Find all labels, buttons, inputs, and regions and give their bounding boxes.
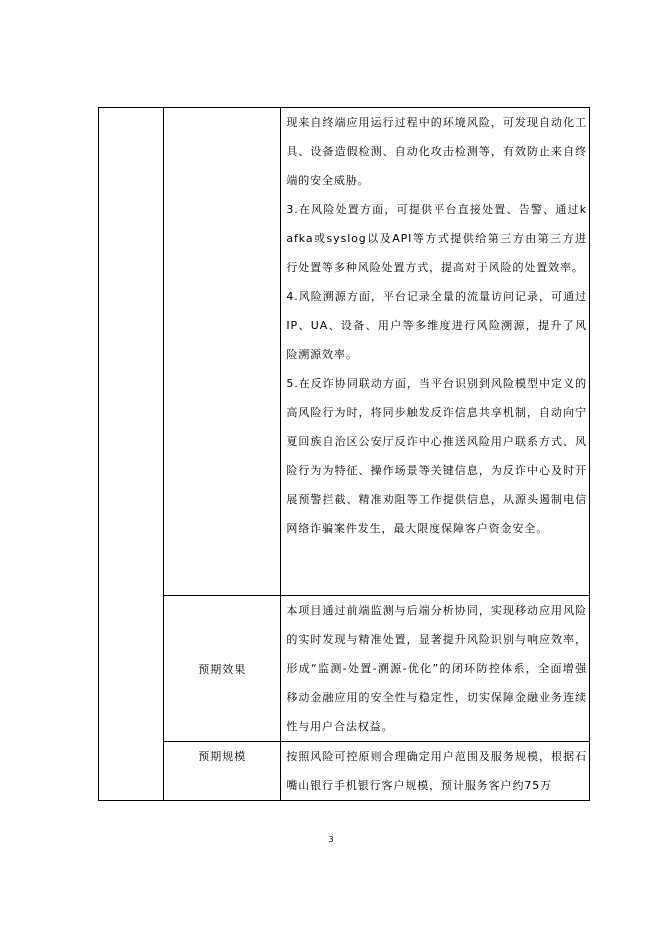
merged-first-column-cell — [99, 108, 164, 801]
content-table — [98, 107, 590, 801]
row2-label-cell — [164, 596, 281, 742]
table-row — [99, 742, 590, 801]
row3-content-cell — [281, 742, 590, 801]
row3-label-cell — [164, 742, 281, 801]
page-number: 3 — [328, 835, 334, 844]
row2-content-cell — [281, 596, 590, 742]
row1-label-cell — [164, 108, 281, 596]
paragraph-risk-tracing: 4.风险溯源方面，平台记录全量的流量访问记录，可通过IP、UA、设备、用户等多维度进行风险溯源，提升了风险溯源效率。 — [286, 290, 587, 361]
table-row — [99, 108, 590, 596]
table-row — [99, 596, 590, 742]
expected-scale-label: 预期规模 — [198, 750, 247, 763]
paragraph-env-risk: 现来自终端应用运行过程中的环境风险，可发现自动化工具、设备造假检测、自动化攻击检测等，有效防止来自终端的安全威胁。 — [286, 116, 587, 187]
paragraph-risk-handling: 3.在风险处置方面，可提供平台直接处置、告警、通过kafka或syslog以及API等方式提供给第三方由第三方进行处置等多种风险处置方式，提高对于风险的处置效率。 — [286, 203, 587, 274]
expected-scale-text: 按照风险可控原则合理确定用户范围及服务规模，根据石嘴山银行手机银行客户规模，预计服务客户约75万 — [286, 750, 587, 792]
expected-effect-label: 预期效果 — [198, 662, 247, 676]
row1-content-cell — [281, 108, 590, 596]
paragraph-anti-fraud: 5.在反诈协同联动方面，当平台识别到风险模型中定义的高风险行为时，将同步触发反诈信息共享机制，自动向宁夏回族自治区公安厅反诈中心推送风险用户联系方式、风险行为为特征、操作场景等关键信息，为反诈中心及时开展预警拦截、精准劝阻等工作提供信息，从源头遏制电信网络诈骗案件发生，最大限度保障客户资金安全。 — [286, 377, 587, 535]
expected-effect-text: 本项目通过前端监测与后端分析协同，实现移动应用风险的实时发现与精准处置，显著提升风险识别与响应效率，形成“监测-处置-溯源-优化”的闭环防控体系，全面增强移动金融应用的安全性与稳定性，切实保障金融业务连续性与用户合法权益。 — [286, 604, 587, 733]
